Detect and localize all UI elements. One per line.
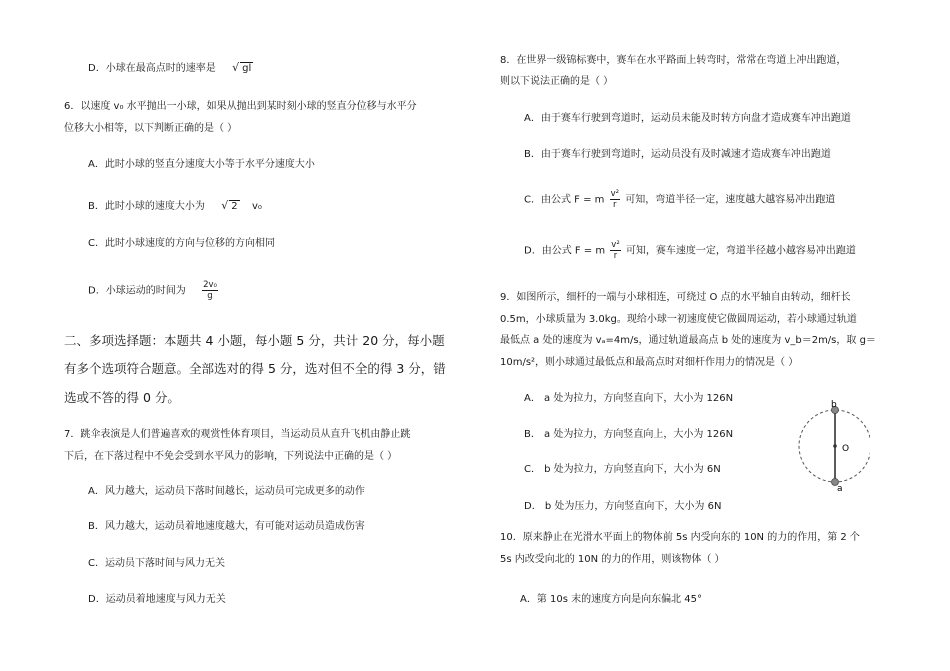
label-o: O	[842, 444, 850, 454]
fraction-numerator: v²	[611, 240, 620, 250]
fraction-numerator: 2v₀	[203, 280, 217, 290]
section2-line3: 选或不答的得 0 分。	[64, 390, 180, 405]
q10-stem-line2: 5s 内改受向北的 10N 的力的作用，则该物体（ ）	[500, 554, 725, 565]
q7-option-c: C．运动员下落时间与风力无关	[88, 558, 225, 569]
q5-option-d-sqrt: gl	[242, 63, 252, 74]
fraction-numerator: v²	[610, 189, 620, 199]
q7-option-b: B．风力越大，运动员着地速度越大，有可能对运动员造成伤害	[88, 521, 365, 532]
q8-stem-line1: 8．在世界一级锦标赛中，赛车在水平路面上转弯时，常常在弯道上冲出跑道，	[500, 55, 847, 66]
q5-option-d	[88, 61, 253, 76]
q8-option-a: A．由于赛车行驶到弯道时，运动员未能及时转方向盘才造成赛车冲出跑道	[524, 113, 851, 124]
q6-option-b-text: B．此时小球的速度大小为	[88, 201, 205, 212]
q9-option-a: A． a 处为拉力，方向竖直向下，大小为 126N	[524, 393, 734, 404]
q7-stem-line1: 7．跳伞表演是人们普遍喜欢的观赏性体育项目，当运动员从直升飞机由静止跳	[64, 429, 411, 440]
q6-stem-line1: 6．以速度 v₀ 水平抛出一小球，如果从抛出到某时刻小球的竖直分位移与水平分	[64, 101, 417, 112]
q7-option-d: D．运动员着地速度与风力无关	[88, 594, 226, 605]
q6-option-c: C．此时小球速度的方向与位移的方向相同	[88, 238, 275, 249]
label-a: a	[837, 484, 843, 493]
q5-option-d-text: D．小球在最高点时的速率是	[88, 63, 216, 74]
fraction	[610, 189, 620, 210]
fraction	[610, 240, 620, 261]
q6-option-b-sqrt: 2	[231, 201, 238, 212]
section2-line2: 有多个选项符合题意。全部选对的得 5 分，选对但不全的得 3 分，错	[64, 361, 446, 376]
q9-stem-line2: 0.5m，小球质量为 3.0kg。现给小球一初速度使它做圆周运动，若小球通过轨道	[500, 314, 857, 325]
q6-option-a: A．此时小球的竖直分速度大小等于水平分速度大小	[88, 159, 315, 170]
fraction	[202, 280, 218, 301]
q8-option-d-rest: 可知，赛车速度一定，弯道半径越小越容易冲出跑道	[625, 245, 856, 257]
q8-option-c	[524, 189, 835, 210]
q9-option-b: B． a 处为拉力，方向竖直向上，大小为 126N	[524, 429, 734, 440]
q9-option-c: C． b 处为拉力，方向竖直向下，大小为 6N	[524, 464, 721, 475]
section2-line1: 二、多项选择题：本题共 4 小题，每小题 5 分，共计 20 分，每小题	[64, 333, 445, 348]
q8-option-b: B．由于赛车行驶到弯道时，运动员没有及时减速才造成赛车冲出跑道	[524, 149, 831, 160]
q6-option-d	[88, 280, 220, 301]
q6-option-d-text: D．小球运动的时间为	[88, 285, 186, 297]
q9-stem-line3: 最低点 a 处的速度为 vₐ=4m/s，通过轨道最高点 b 处的速度为 v_b＝2m/s，取 g＝	[500, 335, 876, 346]
q9-option-d: D． b 处为压力，方向竖直向下，大小为 6N	[524, 501, 722, 512]
q7-option-a: A．风力越大，运动员下落时间越长，运动员可完成更多的动作	[88, 486, 365, 497]
fraction-denominator: r	[613, 200, 617, 210]
label-b: b	[831, 400, 837, 410]
q9-stem-line1: 9．如图所示，细杆的一端与小球相连，可绕过 O 点的水平轴自由转动，细杆长	[500, 292, 851, 303]
q8-option-d	[524, 240, 856, 261]
fraction-denominator: g	[207, 291, 213, 301]
q6-option-b-unit: v₀	[252, 201, 262, 212]
pivot-point	[833, 444, 837, 448]
q8-option-c-text: C．由公式 F = m	[524, 194, 605, 206]
fraction-denominator: r	[613, 251, 618, 261]
sqrt-symbol: √	[221, 199, 229, 212]
q9-stem-line4: 10m/s²，则小球通过最低点和最高点时对细杆作用力的情况是（ ）	[500, 357, 799, 368]
rod-circle-figure	[790, 398, 870, 493]
q10-stem-line1: 10．原来静止在光滑水平面上的物体前 5s 内受向东的 10N 的力的作用，第 2 个	[500, 532, 860, 543]
q6-stem-line2: 位移大小相等，以下判断正确的是（ ）	[64, 123, 238, 134]
q8-stem-line2: 则以下说法正确的是（ ）	[500, 76, 614, 87]
q7-stem-line2: 下后，在下落过程中不免会受到水平风力的影响，下列说法中正确的是（ ）	[64, 451, 398, 462]
sqrt-symbol: √	[232, 61, 240, 74]
q10-option-a: A．第 10s 末的速度方向是向东偏北 45°	[520, 594, 703, 605]
q8-option-d-text: D．由公式 F = m	[524, 245, 606, 257]
q6-option-b	[88, 199, 262, 214]
q8-option-c-rest: 可知，弯道半径一定，速度越大越容易冲出跑道	[625, 194, 836, 206]
